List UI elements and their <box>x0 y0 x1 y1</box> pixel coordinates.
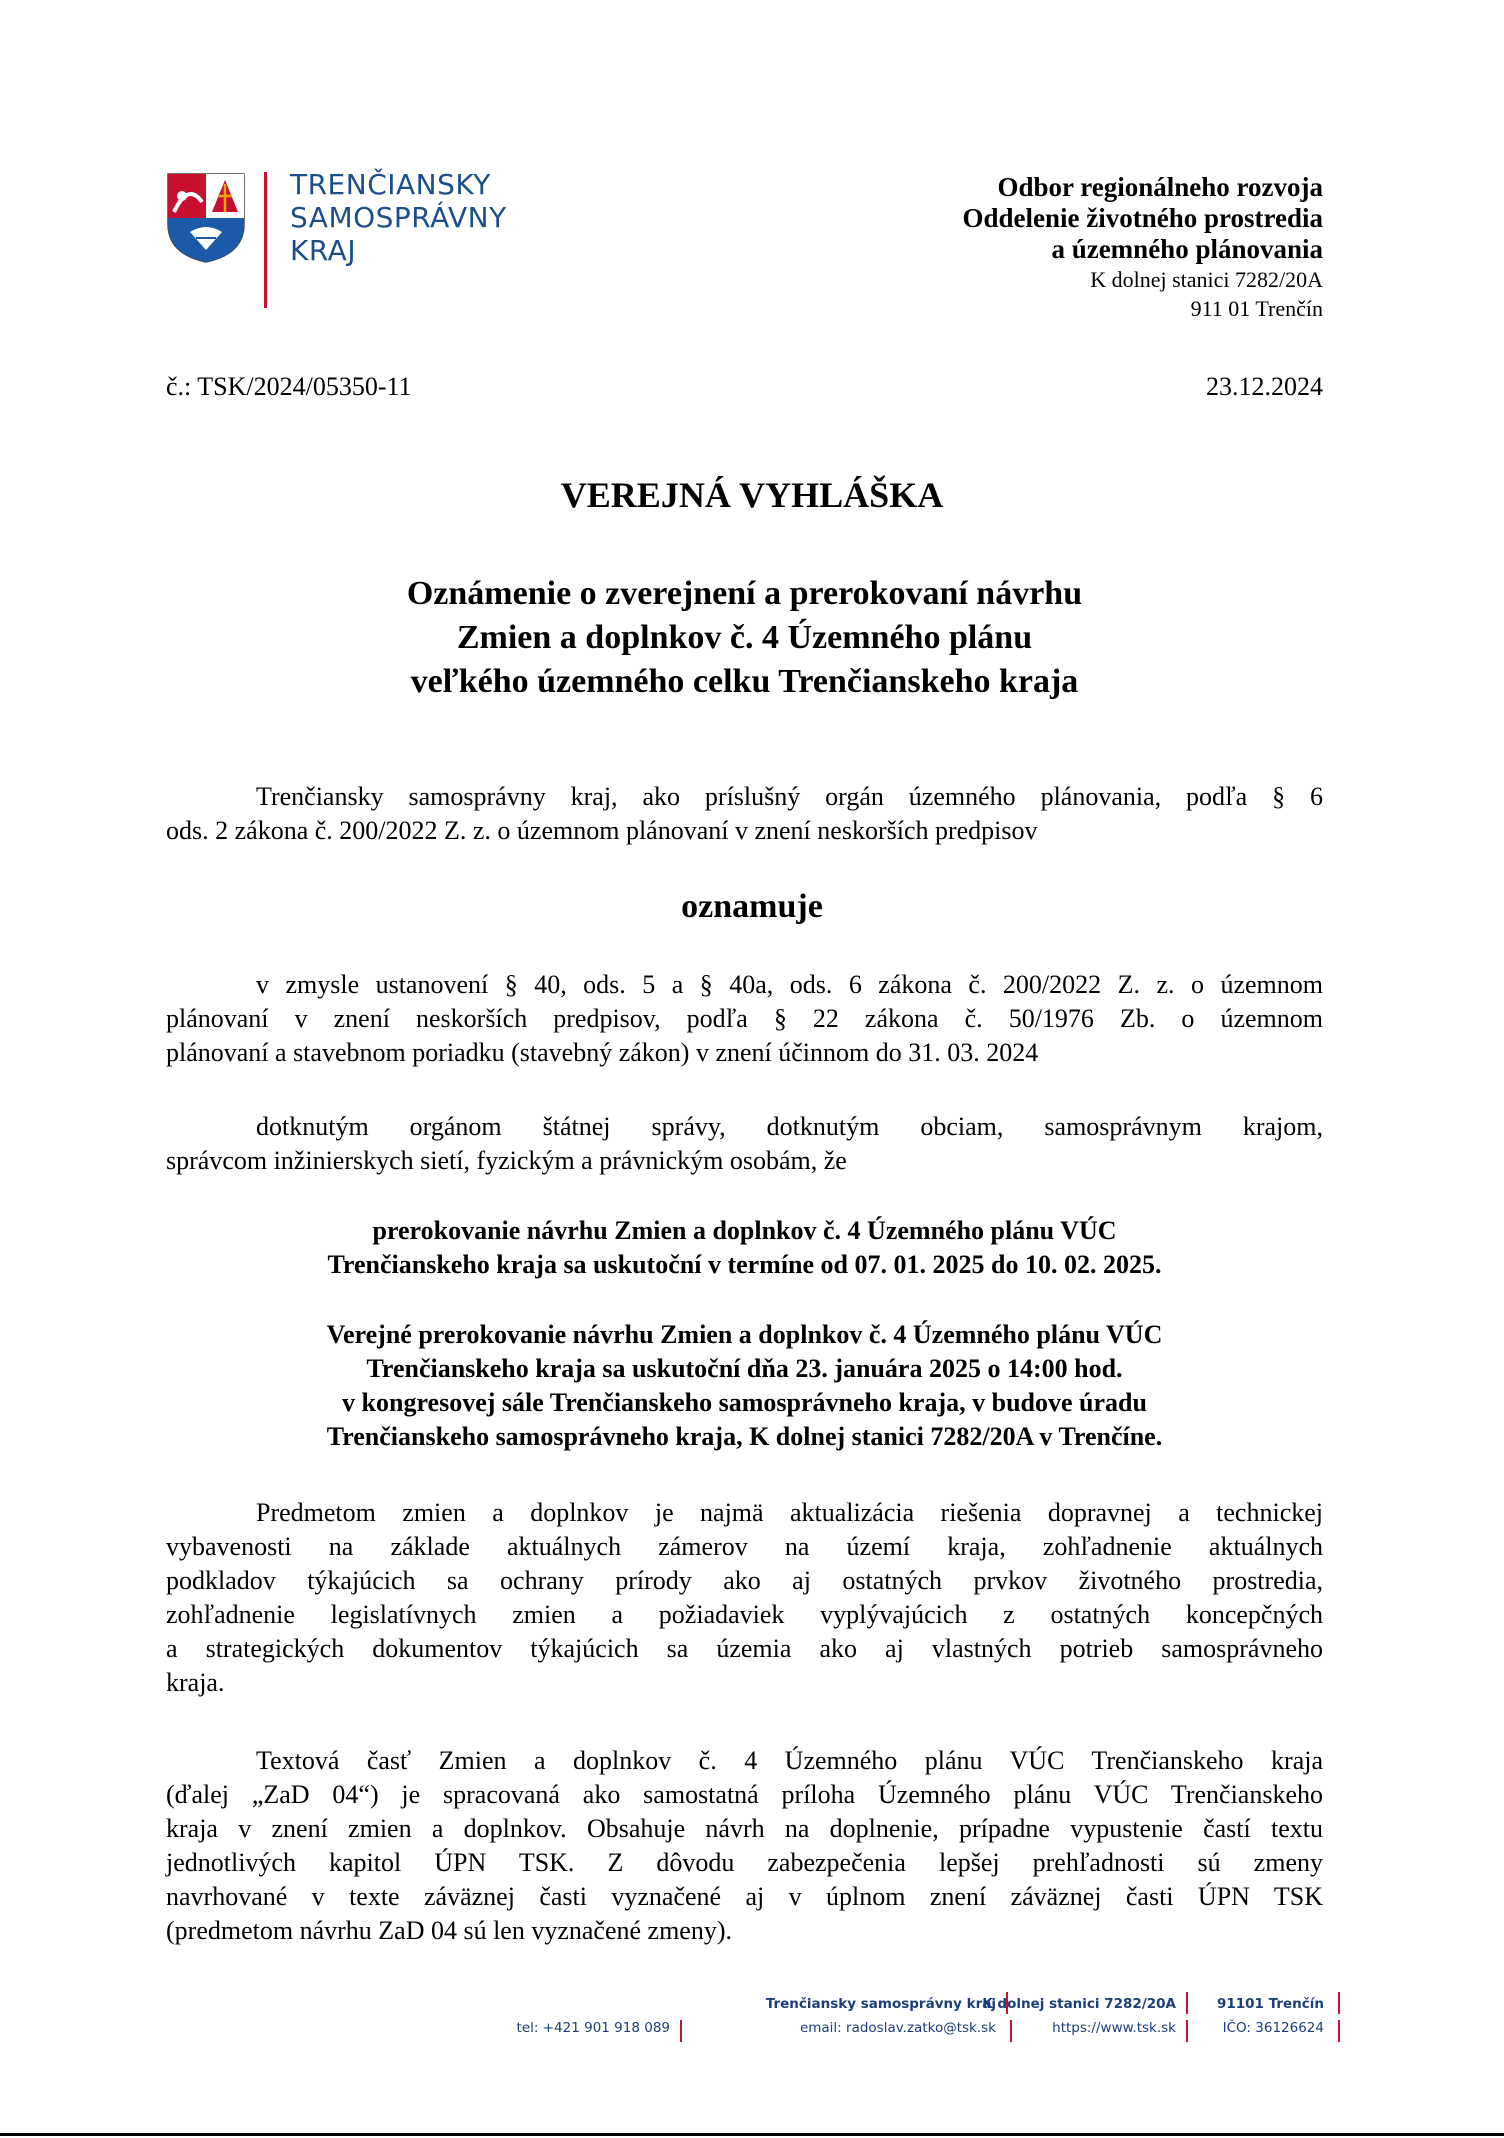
department-line: a územného plánovania <box>1051 234 1323 264</box>
subject-line: Predmetom zmien a doplnkov je najmä aktualizácia riešenia dopravnej a technickej <box>256 1498 1323 1527</box>
document-title: VEREJNÁ VYHLÁŠKA <box>560 475 944 515</box>
public-line: v kongresovej sále Trenčianskeho samosprávneho kraja, v budove úradu <box>342 1388 1147 1417</box>
document-subtitle <box>166 572 1323 704</box>
public-line: Verejné prerokovanie návrhu Zmien a doplnkov č. 4 Územného plánu VÚC <box>326 1320 1163 1349</box>
footer-separator <box>680 2020 682 2042</box>
address-line: K dolnej stanici 7282/20A <box>1090 267 1323 292</box>
reference-number: č.: TSK/2024/05350-11 <box>166 372 412 401</box>
recipients-line: dotknutým orgánom štátnej správy, dotknutým obciam, samosprávnym krajom, <box>256 1112 1323 1141</box>
footer-separator <box>1186 1992 1188 2014</box>
footer-org <box>766 1992 996 2040</box>
coat-of-arms-icon <box>166 172 246 264</box>
department-block <box>962 172 1323 323</box>
recipients-line: správcom inžinierskych sietí, fyzickým a právnickým osobám, že <box>166 1146 847 1175</box>
page-footer <box>0 1992 1504 2042</box>
footer-separator <box>1338 1992 1340 2014</box>
legal-line: plánovaní a stavebnom poriadku (stavebný zákon) v znení účinnom do 31. 03. 2024 <box>166 1038 1039 1067</box>
document-date: 23.12.2024 <box>1206 372 1323 401</box>
footer-tel: tel: +421 901 918 089 <box>516 2020 670 2036</box>
subject-line: vybavenosti na základe aktuálnych zámerov na území kraja, zohľadnenie aktuálnych <box>166 1532 1323 1561</box>
footer-separator <box>1338 2020 1340 2042</box>
legal-line: plánovaní v znení neskorších predpisov, podľa § 22 zákona č. 50/1976 Zb. o územnom <box>166 1004 1323 1033</box>
term-line: prerokovanie návrhu Zmien a doplnkov č. 4 Územného plánu VÚC <box>372 1216 1117 1245</box>
footer-city-name: 91101 Trenčín <box>1216 1996 1324 2012</box>
footer-org-name: Trenčiansky samosprávny kraj <box>765 1996 996 2012</box>
footer-email: email: radoslav.zatko@tsk.sk <box>799 2020 996 2036</box>
subtitle-line: Oznámenie o zverejnení a prerokovaní návrhu <box>406 575 1083 612</box>
address-line: 911 01 Trenčín <box>1190 296 1323 321</box>
department-line: Odbor regionálneho rozvoja <box>997 172 1323 202</box>
subject-line: podkladov týkajúcich sa ochrany prírody ako aj ostatných prvkov životného prostredia, <box>166 1566 1323 1595</box>
text-part-line: Textová časť Zmien a doplnkov č. 4 Územného plánu VÚC Trenčianskeho kraja <box>256 1746 1323 1775</box>
term-line: Trenčianskeho kraja sa uskutoční v termíne od 07. 01. 2025 do 10. 02. 2025. <box>327 1250 1162 1279</box>
footer-city <box>1217 1992 1324 2040</box>
footer-address <box>982 1992 1176 2040</box>
text-part-line: (predmetom návrhu ZaD 04 sú len vyznačené zmeny). <box>166 1916 733 1945</box>
subject-line: a strategických dokumentov týkajúcich sa územia ako aj vlastných potrieb samosprávneho <box>166 1634 1323 1663</box>
subject-paragraph <box>166 1496 1323 1700</box>
text-part-line: (ďalej „ZaD 04“) je spracovaná ako samostatná príloha Územného plánu VÚC Trenčianskeho <box>166 1780 1323 1809</box>
footer-street: K dolnej stanici 7282/20A <box>982 1996 1176 2012</box>
consultation-term <box>166 1214 1323 1282</box>
footer-web: https://www.tsk.sk <box>1052 2020 1176 2036</box>
text-part-line: jednotlivých kapitol ÚPN TSK. Z dôvodu zabezpečenia lepšej prehľadnosti sú zmeny <box>166 1848 1323 1877</box>
subtitle-line: veľkého územného celku Trenčianskeho kraja <box>410 663 1079 700</box>
legal-basis-paragraph <box>166 968 1323 1070</box>
subject-line: zohľadnenie legislatívnych zmien a požiadaviek vyplývajúcich z ostatných koncepčných <box>166 1600 1323 1629</box>
intro-line: Trenčiansky samosprávny kraj, ako príslušný orgán územného plánovania, podľa § 6 <box>256 782 1323 811</box>
intro-paragraph <box>166 780 1323 848</box>
logo-line-1: TRENČIANSKY <box>290 168 491 201</box>
page-bottom-border <box>0 2133 1504 2136</box>
footer-separator <box>1186 2020 1188 2042</box>
intro-line: ods. 2 zákona č. 200/2022 Z. z. o územnom plánovaní v znení neskorších predpisov <box>166 816 1038 845</box>
recipients-paragraph <box>166 1110 1323 1178</box>
logo-line-3: KRAJ <box>290 234 357 267</box>
text-part-paragraph <box>166 1744 1323 1948</box>
public-line: Trenčianskeho kraja sa uskutoční dňa 23. januára 2025 o 14:00 hod. <box>366 1354 1123 1383</box>
footer-contact <box>517 1992 670 2040</box>
department-line: Oddelenie životného prostredia <box>962 203 1323 233</box>
logo-line-2: SAMOSPRÁVNY <box>290 201 507 234</box>
announce-heading: oznamuje <box>681 888 823 925</box>
subject-line: kraja. <box>166 1668 225 1697</box>
logo-divider <box>264 172 267 308</box>
public-meeting-info <box>166 1318 1323 1454</box>
public-line: Trenčianskeho samosprávneho kraja, K dolnej stanici 7282/20A v Trenčíne. <box>326 1422 1163 1451</box>
footer-ico: IČO: 36126624 <box>1222 2020 1324 2036</box>
logo-text <box>290 168 507 267</box>
text-part-line: kraja v znení zmien a doplnkov. Obsahuje návrh na doplnenie, prípadne vypustenie častí textu <box>166 1814 1323 1843</box>
legal-line: v zmysle ustanovení § 40, ods. 5 a § 40a, ods. 6 zákona č. 200/2022 Z. z. o územnom <box>256 970 1323 999</box>
subtitle-line: Zmien a doplnkov č. 4 Územného plánu <box>456 619 1033 656</box>
text-part-line: navrhované v texte záväznej časti vyznačené aj v úplnom znení záväznej časti ÚPN TSK <box>166 1882 1323 1911</box>
